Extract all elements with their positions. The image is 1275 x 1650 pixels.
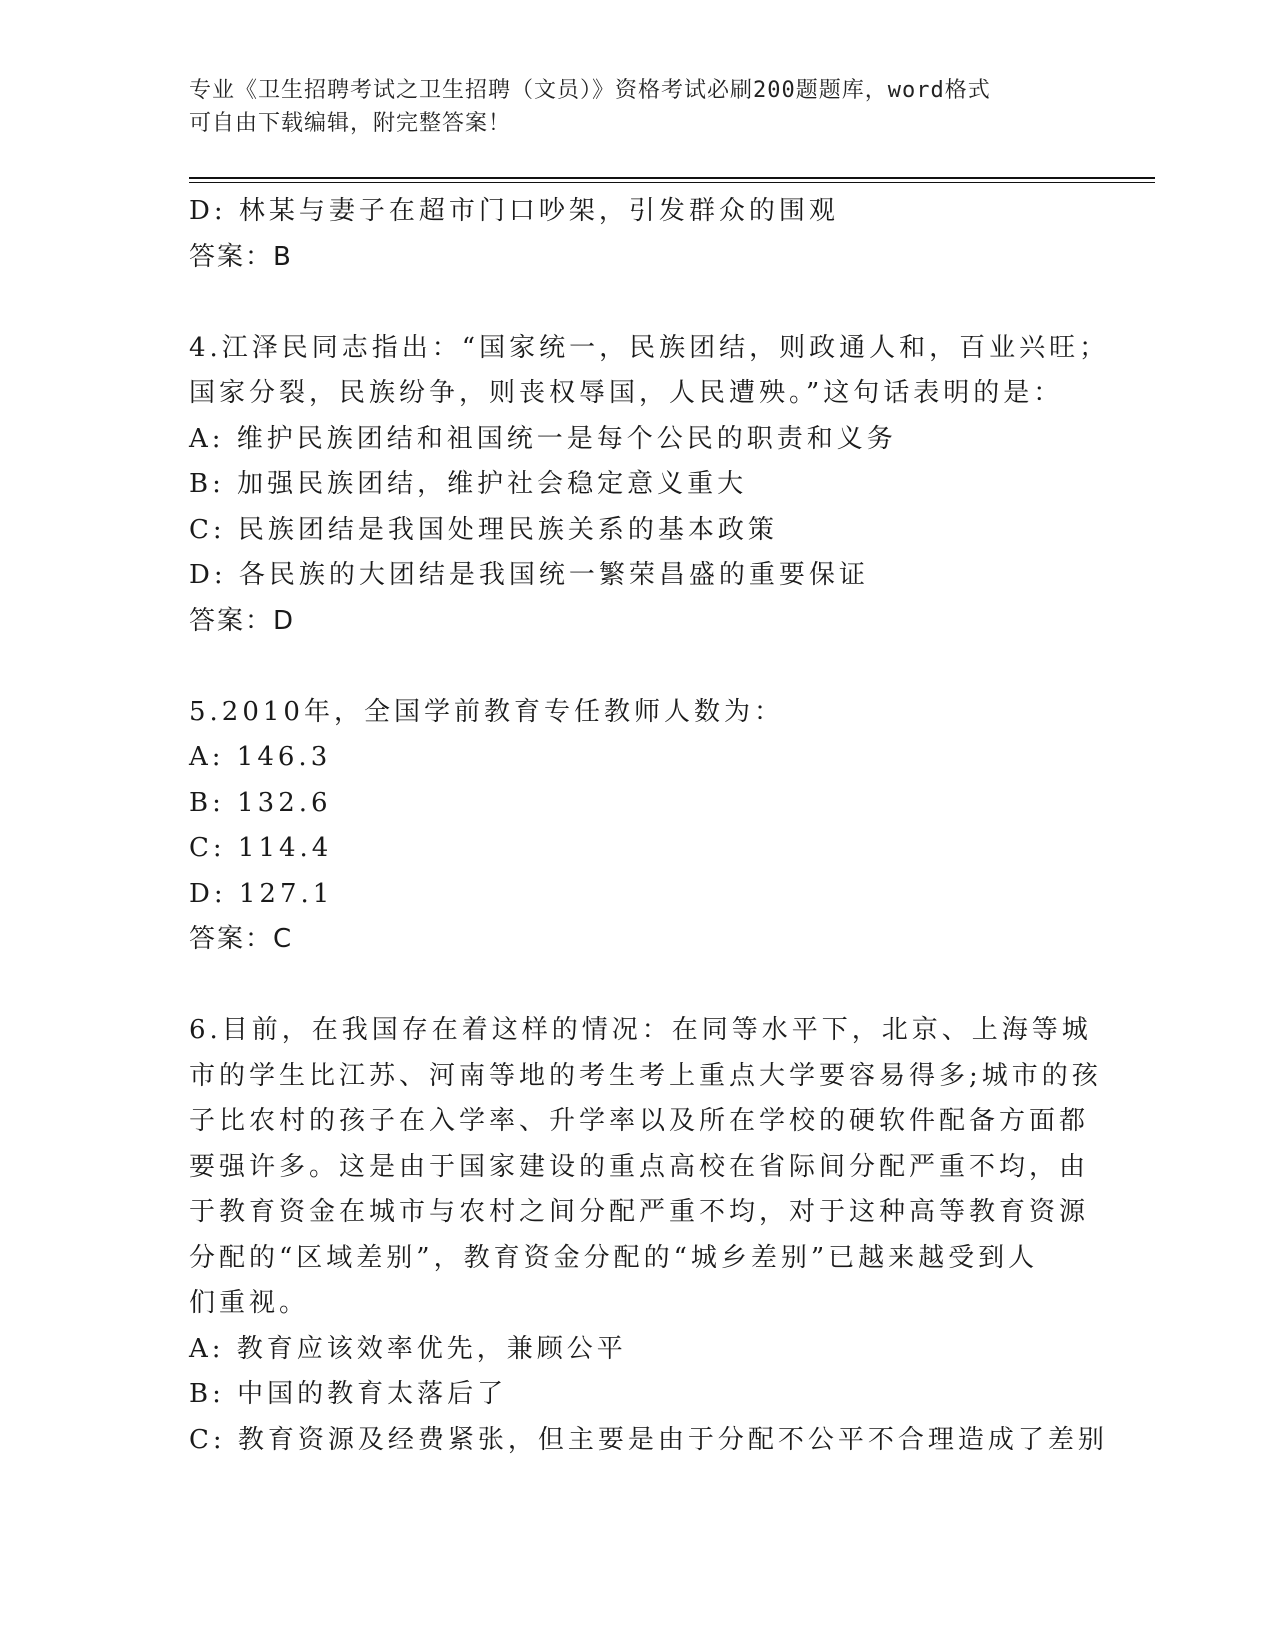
answer-line: 答案：B bbox=[189, 241, 293, 272]
question-stem: 们重视。 bbox=[189, 1288, 310, 1318]
spacer bbox=[189, 963, 1089, 1009]
answer-line: 答案：D bbox=[189, 605, 296, 636]
question-stem: 于教育资金在城市与农村之间分配严重不均，对于这种高等教育资源 bbox=[189, 1197, 1090, 1227]
question-stem: 4.江泽民同志指出：“国家统一，民族团结，则政通人和，百业兴旺； bbox=[189, 332, 1110, 363]
question-stem: 子比农村的孩子在入学率、升学率以及所在学校的硬软件配备方面都 bbox=[189, 1106, 1090, 1136]
header-title-line-2: 可自由下载编辑，附完整答案！ bbox=[189, 111, 512, 136]
question-stem: 国家分裂，民族纷争，则丧权辱国，人民遭殃。”这句话表明的是： bbox=[189, 378, 1064, 408]
option-b: B: 132.6 bbox=[189, 787, 332, 818]
question-4 bbox=[189, 326, 1110, 645]
document-header bbox=[189, 74, 1069, 140]
previous-question-tail bbox=[189, 189, 1089, 280]
question-stem: 要强许多。这是由于国家建设的重点高校在省际间分配严重不均，由 bbox=[189, 1151, 1090, 1182]
option-d: D: 林某与妻子在超市门口吵架，引发群众的围观 bbox=[189, 196, 839, 226]
option-d: D: 127.1 bbox=[189, 878, 334, 909]
option-d: D: 各民族的大团结是我国统一繁荣昌盛的重要保证 bbox=[189, 560, 869, 590]
option-a: A: 教育应该效率优先，兼顾公平 bbox=[189, 1333, 627, 1364]
option-c: C: 114.4 bbox=[189, 833, 333, 863]
answer-line: 答案：C bbox=[189, 924, 294, 954]
header-title-line-1: 专业《卫生招聘考试之卫生招聘（文员）》资格考试必刷200题题库，word格式 bbox=[189, 78, 991, 103]
question-stem: 5.2010年，全国学前教育专任教师人数为： bbox=[189, 696, 784, 727]
option-b: B: 加强民族团结，维护社会稳定意义重大 bbox=[189, 469, 748, 499]
option-b: B: 中国的教育太落后了 bbox=[189, 1379, 508, 1409]
spacer bbox=[189, 280, 1089, 326]
question-5 bbox=[189, 690, 1089, 963]
spacer bbox=[189, 644, 1089, 690]
option-c: C: 教育资源及经费紧张，但主要是由于分配不公平不合理造成了差别 bbox=[189, 1424, 1108, 1455]
question-stem: 市的学生比江苏、河南等地的考生考上重点大学要容易得多;城市的孩 bbox=[189, 1060, 1102, 1091]
header-divider-thick bbox=[189, 177, 1155, 179]
question-stem: 分配的“区域差别”，教育资金分配的“城乡差别”已越来越受到人 bbox=[189, 1242, 1039, 1273]
option-a: A: 维护民族团结和祖国统一是每个公民的职责和义务 bbox=[189, 423, 897, 454]
option-c: C: 民族团结是我国处理民族关系的基本政策 bbox=[189, 514, 778, 545]
question-6 bbox=[189, 1008, 1108, 1463]
document-body bbox=[189, 189, 1110, 1463]
header-divider-thin bbox=[189, 182, 1155, 183]
option-a: A: 146.3 bbox=[189, 742, 332, 772]
question-stem: 6.目前，在我国存在着这样的情况：在同等水平下，北京、上海等城 bbox=[189, 1015, 1092, 1045]
